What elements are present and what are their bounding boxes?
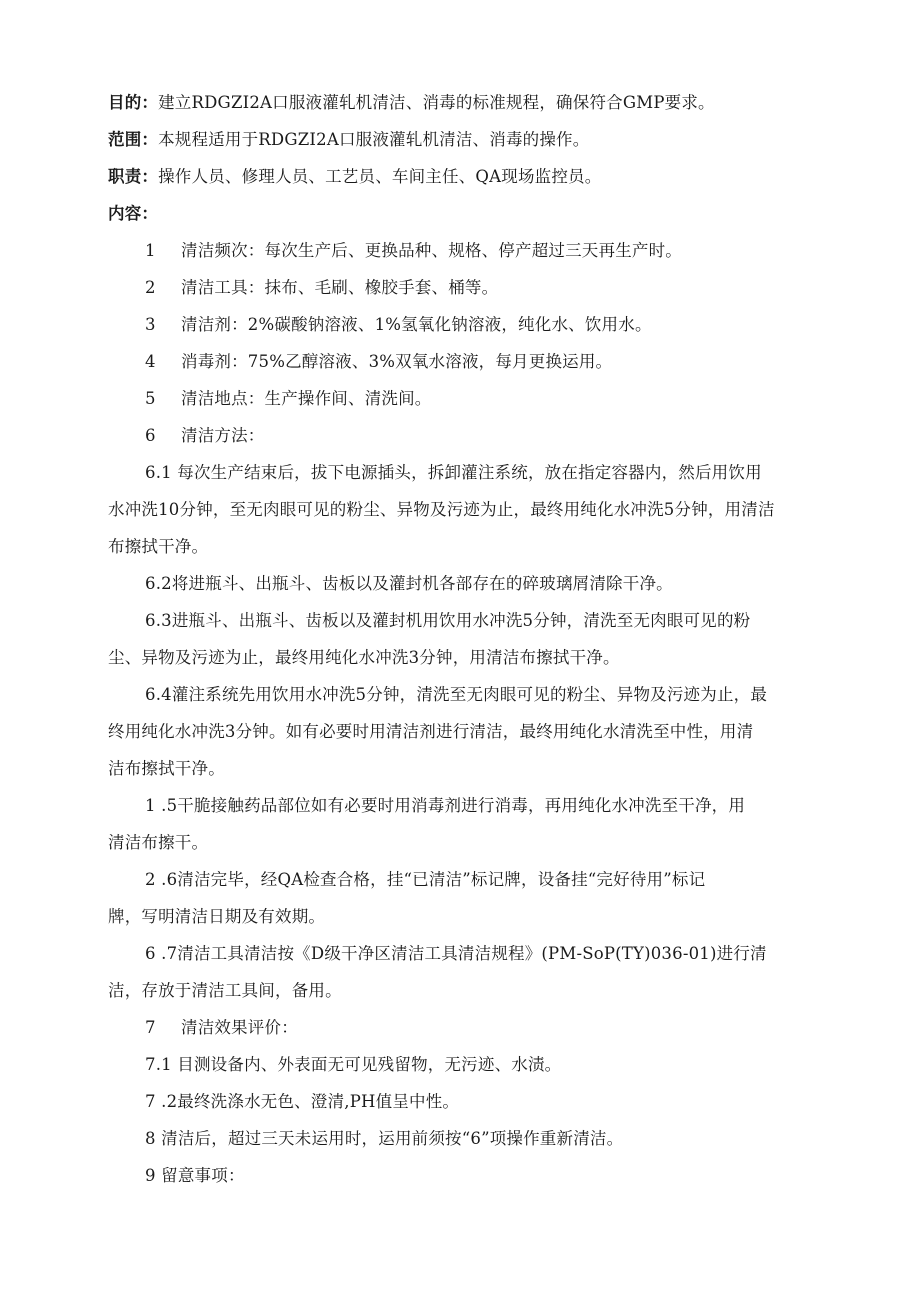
item-text: 消毒剂：75%乙醇溶液、3%双氧水溶液，每月更换运用。: [181, 352, 613, 371]
para-6-5-line-1: 1 .5干脆接触药品部位如有必要时用消毒剂进行消毒，再用纯化水冲洗至干净，用: [145, 796, 746, 815]
item-7: [145, 1016, 298, 1040]
para-6-1-line-2: 水冲洗10分钟，至无肉眼可见的粉尘、异物及污迹为止，最终用纯化水冲洗5分钟，用清洁: [108, 500, 775, 519]
item-number: 5: [145, 389, 156, 408]
item-7-1: 7.1 目测设备内、外表面无可见残留物，无污迹、水渍。: [145, 1055, 562, 1074]
item-6: [145, 424, 265, 448]
purpose-line: [108, 91, 715, 115]
para-6-4-line-1: 6.4灌注系统先用饮用水冲洗5分钟，清洗至无肉眼可见的粉尘、异物及污迹为止，最: [145, 685, 768, 704]
item-text: 清洁效果评价：: [181, 1018, 298, 1037]
scope-line: [108, 128, 589, 152]
item-number: 7: [145, 1018, 156, 1037]
para-6-3-line-1: 6.3进瓶斗、出瓶斗、齿板以及灌封机用饮用水冲洗5分钟，清洗至无肉眼可见的粉: [145, 611, 751, 630]
para-6-6-line-1: 2 .6清洁完毕，经QA检查合格，挂“已清洁”标记牌，设备挂“完好待用”标记: [145, 870, 706, 889]
item-number: 3: [145, 315, 156, 334]
item-text: 清洁方法：: [181, 426, 265, 445]
para-6-3-line-2: 尘、异物及污迹为止，最终用纯化水冲洗3分钟，用清洁布擦拭干净。: [108, 648, 620, 667]
para-6-5-line-2: 清洁布擦干。: [108, 833, 209, 852]
item-2: [145, 276, 498, 300]
purpose-text: 建立RDGZI2A口服液灌轧机清洁、消毒的标准规程，确保符合GMP要求。: [158, 93, 715, 112]
item-number: 2: [145, 278, 156, 297]
item-number: 4: [145, 352, 156, 371]
item-5: [145, 387, 432, 411]
para-6-1-line-1: 6.1 每次生产结束后，拔下电源插头，拆卸灌注系统，放在指定容器内，然后用饮用: [145, 463, 762, 482]
item-1: [145, 239, 682, 263]
para-6-7-line-2: 洁，存放于清洁工具间，备用。: [108, 981, 342, 1000]
content-label: 内容：: [108, 204, 159, 223]
para-6-7-line-1: 6 .7清洁工具清洁按《D级干净区清洁工具清洁规程》(PM-SoP(TY)036-01)进行清: [145, 944, 767, 963]
item-text: 清洁工具：抹布、毛刷、橡胶手套、桶等。: [181, 278, 499, 297]
purpose-label: 目的：: [108, 93, 159, 112]
duty-text: 操作人员、修理人员、工艺员、车间主任、QA现场监控员。: [158, 167, 602, 186]
para-6-4-line-3: 洁布擦拭干净。: [108, 759, 225, 778]
para-6-2-line-1: 6.2将进瓶斗、出瓶斗、齿板以及灌封机各部存在的碎玻璃屑清除干净。: [145, 574, 673, 593]
scope-label: 范围：: [108, 130, 159, 149]
duty-line: [108, 165, 601, 189]
item-text: 清洁频次：每次生产后、更换品种、规格、停产超过三天再生产时。: [181, 241, 682, 260]
item-text: 清洁剂：2%碳酸钠溶液、1%氢氧化钠溶液，纯化水、饮用水。: [181, 315, 652, 334]
content-heading: [108, 202, 158, 226]
para-6-4-line-2: 终用纯化水冲洗3分钟。如有必要时用清洁剂进行清洁，最终用纯化水清洗至中性，用清: [108, 722, 754, 741]
item-number: 1: [145, 241, 156, 260]
item-9: 9 留意事项：: [145, 1166, 245, 1185]
para-6-6-line-2: 牌，写明清洁日期及有效期。: [108, 907, 326, 926]
item-text: 清洁地点：生产操作间、清洗间。: [181, 389, 432, 408]
item-3: [145, 313, 652, 337]
item-4: [145, 350, 612, 374]
duty-label: 职责：: [108, 167, 159, 186]
item-8: 8 清洁后，超过三天未运用时，运用前须按“6”项操作重新清洁。: [145, 1129, 624, 1148]
item-7-2: 7 .2最终洗涤水无色、澄清,PH值呈中性。: [145, 1092, 460, 1111]
scope-text: 本规程适用于RDGZI2A口服液灌轧机清洁、消毒的操作。: [158, 130, 590, 149]
item-number: 6: [145, 426, 156, 445]
para-6-1-line-3: 布擦拭干净。: [108, 537, 209, 556]
